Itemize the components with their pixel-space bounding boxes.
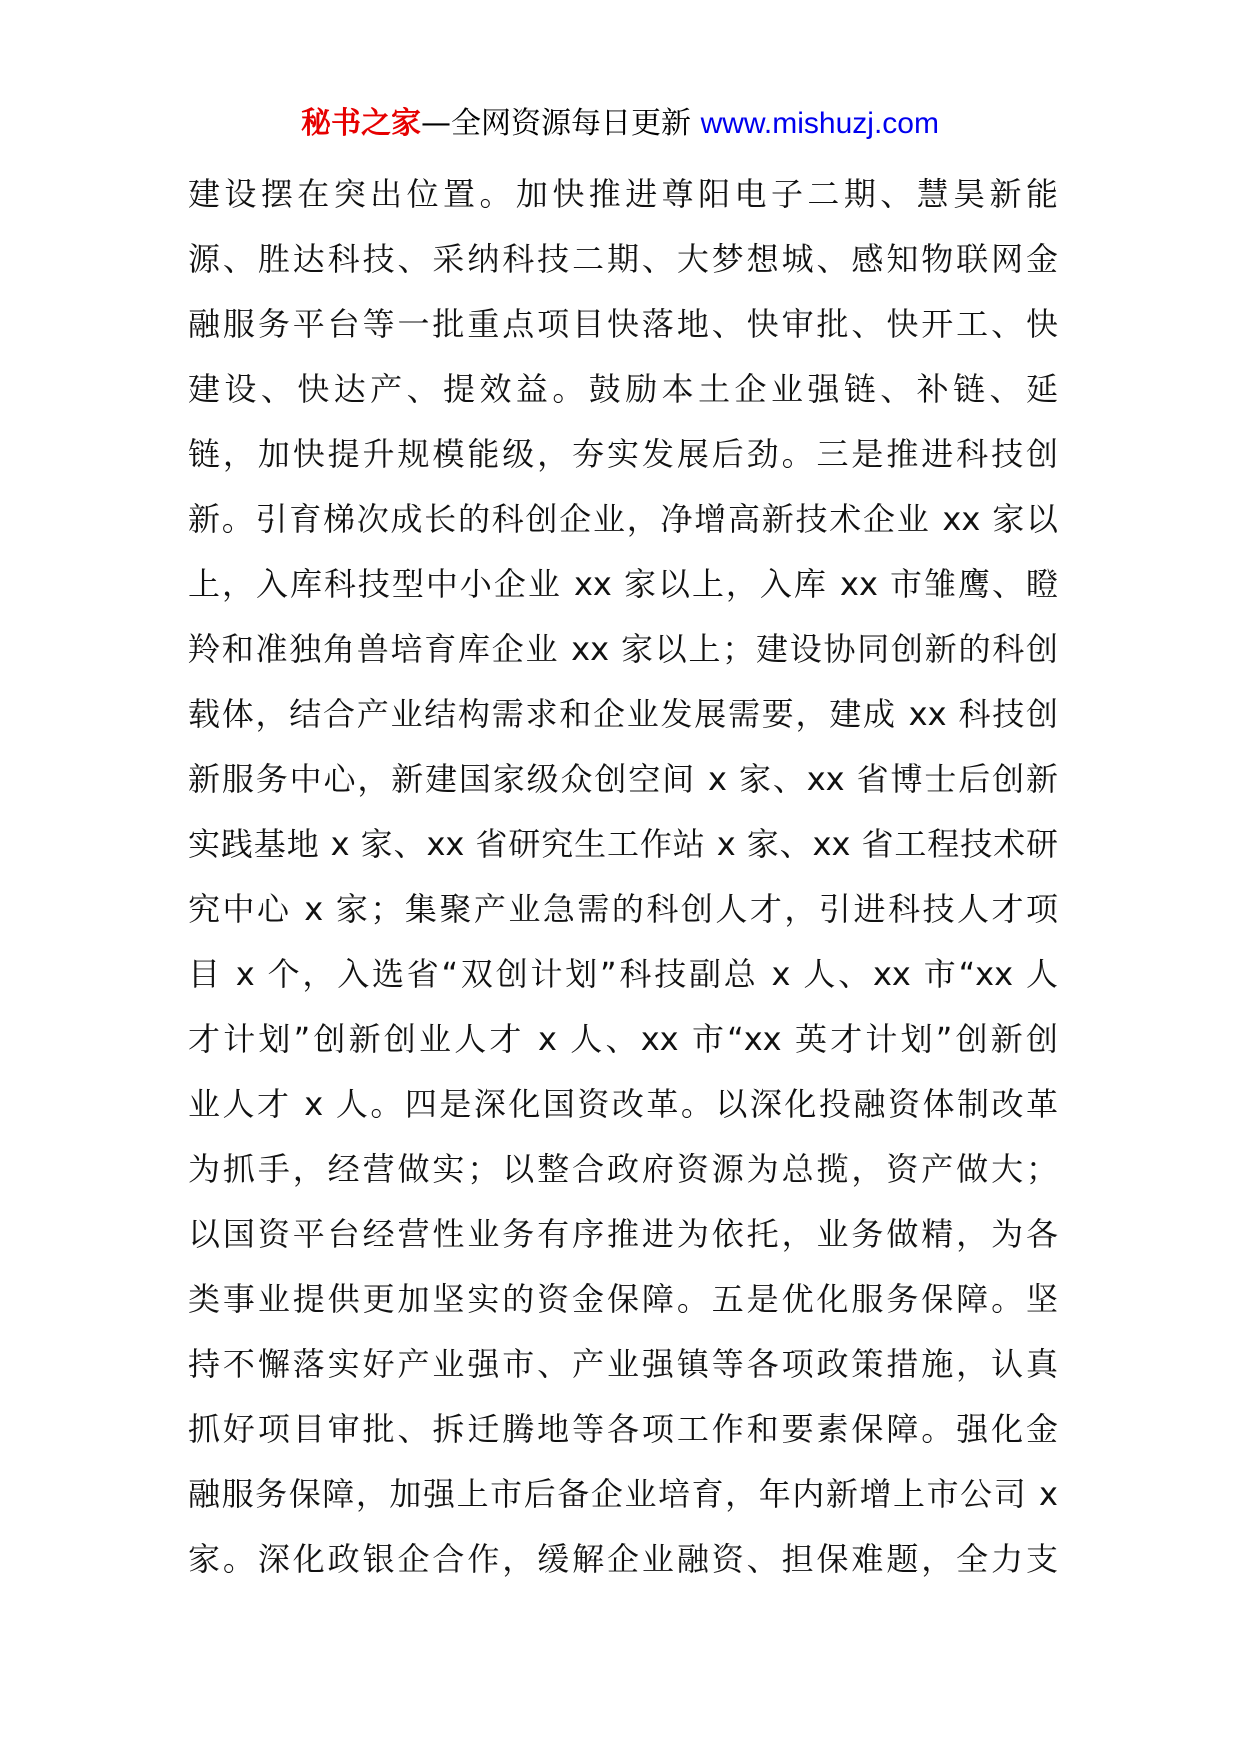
text-line: 持不懈落实好产业强市、产业强镇等各项政策措施，认真 — [188, 1345, 1058, 1383]
text-line: 以国资平台经营性业务有序推进为依托，业务做精，为各 — [188, 1215, 1058, 1253]
text-line: 家。深化政银企合作，缓解企业融资、担保难题，全力支 — [188, 1540, 1058, 1578]
header-tagline: —全网资源每日更新 — [421, 106, 692, 141]
text-line: 源、胜达科技、采纳科技二期、大梦想城、感知物联网金 — [188, 240, 1058, 278]
text-line: 建设、快达产、提效益。鼓励本土企业强链、补链、延 — [188, 370, 1058, 408]
text-line: 新服务中心，新建国家级众创空间 x 家、xx 省博士后创新 — [188, 760, 1058, 798]
text-line: 类事业提供更加坚实的资金保障。五是优化服务保障。坚 — [188, 1280, 1058, 1318]
text-line: 新。引育梯次成长的科创企业，净增高新技术企业 xx 家以 — [188, 500, 1058, 538]
text-line: 究中心 x 家；集聚产业急需的科创人才，引进科技人才项 — [188, 890, 1058, 928]
text-line: 建设摆在突出位置。加快推进尊阳电子二期、慧昊新能 — [188, 175, 1058, 213]
text-line: 实践基地 x 家、xx 省研究生工作站 x 家、xx 省工程技术研 — [188, 825, 1058, 863]
site-url-link[interactable]: www.mishuzj.com — [700, 107, 939, 140]
page-header — [0, 102, 1240, 146]
text-line: 为抓手，经营做实；以整合政府资源为总揽，资产做大； — [188, 1150, 1058, 1188]
text-line: 业人才 x 人。四是深化国资改革。以深化投融资体制改革 — [188, 1085, 1058, 1123]
text-line: 才计划”创新创业人才 x 人、xx 市“xx 英才计划”创新创 — [188, 1020, 1058, 1058]
text-line: 抓好项目审批、拆迁腾地等各项工作和要素保障。强化金 — [188, 1410, 1058, 1448]
brand-name: 秘书之家 — [301, 106, 422, 141]
text-line: 融服务平台等一批重点项目快落地、快审批、快开工、快 — [188, 305, 1058, 343]
text-line: 载体，结合产业结构需求和企业发展需要，建成 xx 科技创 — [188, 695, 1058, 733]
text-line: 融服务保障，加强上市后备企业培育，年内新增上市公司 x — [188, 1475, 1058, 1513]
text-line: 链，加快提升规模能级，夯实发展后劲。三是推进科技创 — [188, 435, 1058, 473]
text-line: 上，入库科技型中小企业 xx 家以上，入库 xx 市雏鹰、瞪 — [188, 565, 1058, 603]
text-line: 羚和准独角兽培育库企业 xx 家以上；建设协同创新的科创 — [188, 630, 1058, 668]
text-line: 目 x 个，入选省“双创计划”科技副总 x 人、xx 市“xx 人 — [188, 955, 1058, 993]
body-text — [188, 162, 1058, 1592]
